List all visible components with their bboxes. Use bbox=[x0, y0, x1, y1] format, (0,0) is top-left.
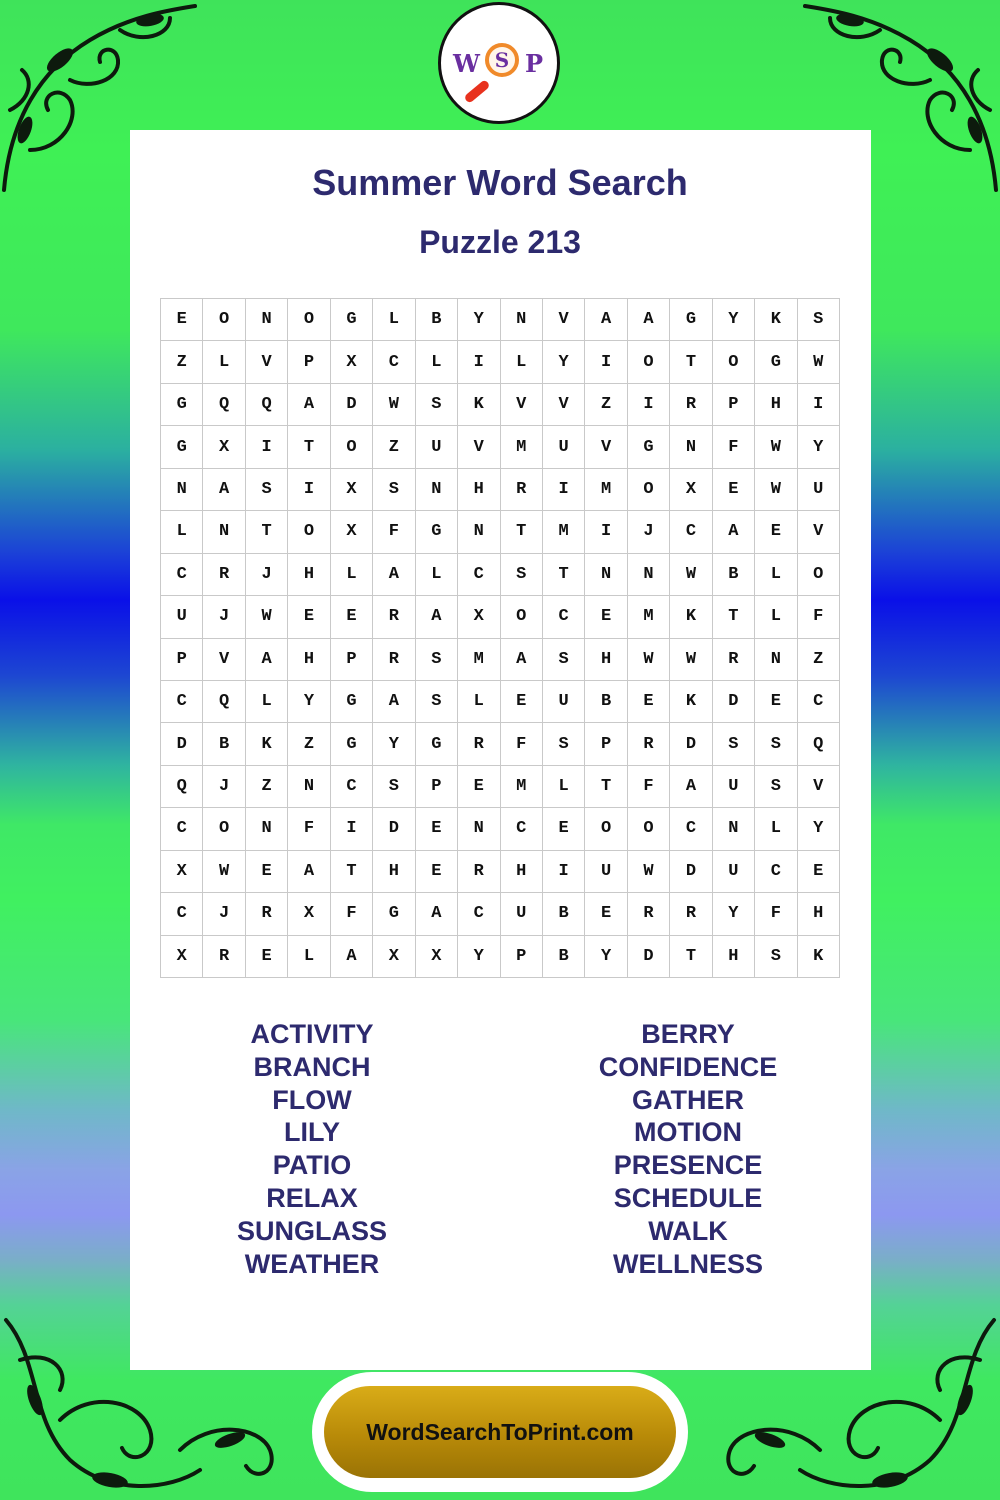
grid-cell[interactable]: V bbox=[798, 766, 840, 808]
word-item: BRANCH bbox=[253, 1051, 371, 1082]
grid-cell[interactable]: L bbox=[416, 341, 458, 383]
grid-cell[interactable]: P bbox=[288, 341, 330, 383]
grid-cell[interactable]: S bbox=[755, 723, 797, 765]
word-item: ACTIVITY bbox=[250, 1019, 374, 1049]
grid-cell[interactable]: T bbox=[713, 596, 755, 638]
grid-cell[interactable]: E bbox=[585, 596, 627, 638]
grid-cell[interactable]: Y bbox=[585, 936, 627, 978]
grid-cell[interactable]: D bbox=[670, 851, 712, 893]
grid-cell[interactable]: P bbox=[585, 723, 627, 765]
grid-cell[interactable]: V bbox=[246, 341, 288, 383]
grid-cell[interactable]: V bbox=[203, 639, 245, 681]
grid-cell[interactable]: Y bbox=[713, 299, 755, 341]
grid-cell[interactable]: J bbox=[203, 596, 245, 638]
grid-cell[interactable]: E bbox=[416, 851, 458, 893]
grid-cell[interactable]: W bbox=[755, 469, 797, 511]
grid-cell[interactable]: G bbox=[416, 511, 458, 553]
grid-cell[interactable]: L bbox=[203, 341, 245, 383]
grid-cell[interactable]: L bbox=[373, 299, 415, 341]
grid-cell[interactable]: S bbox=[501, 554, 543, 596]
grid-cell[interactable]: R bbox=[713, 639, 755, 681]
grid-cell[interactable]: G bbox=[755, 341, 797, 383]
grid-cell[interactable]: L bbox=[501, 341, 543, 383]
grid-cell[interactable]: E bbox=[501, 681, 543, 723]
page-title: Summer Word Search bbox=[312, 162, 688, 203]
website-label: WordSearchToPrint.com bbox=[366, 1418, 634, 1445]
grid-cell[interactable]: E bbox=[161, 299, 203, 341]
grid-cell[interactable]: T bbox=[543, 554, 585, 596]
grid-cell[interactable]: A bbox=[501, 639, 543, 681]
grid-cell[interactable]: L bbox=[755, 554, 797, 596]
grid-cell[interactable]: F bbox=[501, 723, 543, 765]
grid-cell[interactable]: I bbox=[543, 851, 585, 893]
grid-cell[interactable]: X bbox=[288, 893, 330, 935]
grid-cell[interactable]: P bbox=[713, 384, 755, 426]
grid-cell[interactable]: C bbox=[670, 808, 712, 850]
grid-cell[interactable]: Y bbox=[373, 723, 415, 765]
grid-cell[interactable]: H bbox=[458, 469, 500, 511]
grid-cell[interactable]: K bbox=[246, 723, 288, 765]
grid-cell[interactable]: A bbox=[416, 893, 458, 935]
word-item: RELAX bbox=[266, 1182, 358, 1213]
grid-cell[interactable]: Z bbox=[798, 639, 840, 681]
grid-cell[interactable]: V bbox=[585, 426, 627, 468]
grid-cell[interactable]: C bbox=[161, 681, 203, 723]
word-item: FLOW bbox=[272, 1084, 352, 1115]
grid-cell[interactable]: Q bbox=[203, 681, 245, 723]
grid-cell[interactable]: H bbox=[288, 639, 330, 681]
grid-cell[interactable]: U bbox=[416, 426, 458, 468]
grid-cell[interactable]: S bbox=[543, 723, 585, 765]
grid-cell[interactable]: O bbox=[585, 808, 627, 850]
grid-cell[interactable]: Y bbox=[458, 936, 500, 978]
grid-cell[interactable]: R bbox=[501, 469, 543, 511]
grid-cell[interactable]: N bbox=[161, 469, 203, 511]
grid-cell[interactable]: Z bbox=[246, 766, 288, 808]
word-item: CONFIDENCE bbox=[598, 1051, 778, 1082]
grid-cell[interactable]: R bbox=[373, 639, 415, 681]
grid-cell[interactable]: M bbox=[543, 511, 585, 553]
grid-cell[interactable]: Y bbox=[543, 341, 585, 383]
grid-cell[interactable]: G bbox=[670, 299, 712, 341]
grid-cell[interactable]: S bbox=[373, 469, 415, 511]
grid-cell[interactable]: A bbox=[288, 851, 330, 893]
grid-cell[interactable]: S bbox=[755, 766, 797, 808]
grid-cell[interactable]: F bbox=[288, 808, 330, 850]
grid-cell[interactable]: G bbox=[628, 426, 670, 468]
grid-cell[interactable]: U bbox=[798, 469, 840, 511]
grid-cell[interactable]: C bbox=[798, 681, 840, 723]
grid-cell[interactable]: K bbox=[798, 936, 840, 978]
grid-cell[interactable]: X bbox=[416, 936, 458, 978]
grid-cell[interactable]: D bbox=[331, 384, 373, 426]
grid-cell[interactable]: S bbox=[798, 299, 840, 341]
grid-cell[interactable]: F bbox=[628, 766, 670, 808]
grid-cell[interactable]: A bbox=[246, 639, 288, 681]
grid-cell[interactable]: X bbox=[161, 936, 203, 978]
grid-cell[interactable]: C bbox=[670, 511, 712, 553]
grid-cell[interactable]: B bbox=[543, 893, 585, 935]
word-list-left bbox=[162, 1018, 462, 1280]
grid-cell[interactable]: O bbox=[203, 808, 245, 850]
word-item: WELLNESS bbox=[612, 1248, 763, 1279]
grid-cell[interactable]: L bbox=[755, 808, 797, 850]
word-item: GATHER bbox=[632, 1084, 744, 1115]
grid-cell[interactable]: P bbox=[161, 639, 203, 681]
grid-cell[interactable]: N bbox=[585, 554, 627, 596]
logo-letter-s: S bbox=[494, 48, 510, 72]
grid-cell[interactable]: L bbox=[331, 554, 373, 596]
grid-cell[interactable]: E bbox=[288, 596, 330, 638]
grid-cell[interactable]: I bbox=[543, 469, 585, 511]
grid-cell[interactable]: T bbox=[331, 851, 373, 893]
grid-cell[interactable]: G bbox=[373, 893, 415, 935]
grid-cell[interactable]: I bbox=[585, 341, 627, 383]
grid-cell[interactable]: N bbox=[288, 766, 330, 808]
grid-cell[interactable]: A bbox=[670, 766, 712, 808]
grid-cell[interactable]: E bbox=[628, 681, 670, 723]
grid-cell[interactable]: Q bbox=[203, 384, 245, 426]
grid-cell[interactable]: E bbox=[246, 851, 288, 893]
grid-cell[interactable]: N bbox=[670, 426, 712, 468]
grid-cell[interactable]: S bbox=[416, 639, 458, 681]
grid-cell[interactable]: H bbox=[713, 936, 755, 978]
grid-cell[interactable]: J bbox=[203, 893, 245, 935]
grid-cell[interactable]: R bbox=[670, 893, 712, 935]
grid-cell[interactable]: Y bbox=[713, 893, 755, 935]
grid-cell[interactable]: R bbox=[458, 851, 500, 893]
word-item: PRESENCE bbox=[613, 1150, 763, 1181]
grid-cell[interactable]: X bbox=[331, 341, 373, 383]
grid-cell[interactable]: Y bbox=[288, 681, 330, 723]
grid-cell[interactable]: C bbox=[373, 341, 415, 383]
grid-cell[interactable]: X bbox=[161, 851, 203, 893]
grid-cell[interactable]: H bbox=[798, 893, 840, 935]
grid-cell[interactable]: O bbox=[203, 299, 245, 341]
grid-cell[interactable]: M bbox=[501, 766, 543, 808]
magnifier-handle bbox=[463, 79, 490, 104]
grid-cell[interactable]: U bbox=[543, 681, 585, 723]
grid-cell[interactable]: K bbox=[670, 681, 712, 723]
grid-cell[interactable]: P bbox=[501, 936, 543, 978]
grid-cell[interactable]: E bbox=[755, 511, 797, 553]
grid-cell[interactable]: W bbox=[628, 851, 670, 893]
grid-cell[interactable]: U bbox=[161, 596, 203, 638]
grid-cell[interactable]: Q bbox=[161, 766, 203, 808]
logo-letter-w: W bbox=[453, 49, 480, 78]
grid-cell[interactable]: S bbox=[755, 936, 797, 978]
grid-cell[interactable]: F bbox=[373, 511, 415, 553]
grid-cell[interactable]: L bbox=[246, 681, 288, 723]
grid-cell[interactable]: D bbox=[628, 936, 670, 978]
grid-cell[interactable]: I bbox=[628, 384, 670, 426]
grid-cell[interactable]: R bbox=[203, 936, 245, 978]
grid-cell[interactable]: K bbox=[755, 299, 797, 341]
grid-cell[interactable]: E bbox=[416, 808, 458, 850]
grid-cell[interactable]: Z bbox=[373, 426, 415, 468]
grid-cell[interactable]: N bbox=[628, 554, 670, 596]
grid-cell[interactable]: I bbox=[798, 384, 840, 426]
grid-cell[interactable]: E bbox=[246, 936, 288, 978]
grid-cell[interactable]: O bbox=[713, 341, 755, 383]
word-item: PATIO bbox=[272, 1150, 352, 1181]
grid-cell[interactable]: N bbox=[458, 808, 500, 850]
grid-cell[interactable]: R bbox=[628, 893, 670, 935]
grid-cell[interactable]: W bbox=[203, 851, 245, 893]
grid-cell[interactable]: S bbox=[416, 681, 458, 723]
grid-cell[interactable]: S bbox=[416, 384, 458, 426]
grid-cell[interactable]: S bbox=[543, 639, 585, 681]
grid-cell[interactable]: X bbox=[203, 426, 245, 468]
grid-cell[interactable]: B bbox=[203, 723, 245, 765]
grid-cell[interactable]: N bbox=[203, 511, 245, 553]
grid-cell[interactable]: F bbox=[713, 426, 755, 468]
grid-cell[interactable]: Y bbox=[798, 808, 840, 850]
grid-cell[interactable]: V bbox=[543, 384, 585, 426]
grid-cell[interactable]: A bbox=[713, 511, 755, 553]
grid-cell[interactable]: T bbox=[288, 426, 330, 468]
grid-cell[interactable]: R bbox=[373, 596, 415, 638]
grid-cell[interactable]: B bbox=[416, 299, 458, 341]
grid-cell[interactable]: X bbox=[458, 596, 500, 638]
grid-cell[interactable]: W bbox=[755, 426, 797, 468]
grid-cell[interactable]: C bbox=[458, 893, 500, 935]
grid-cell[interactable]: U bbox=[713, 851, 755, 893]
grid-cell[interactable]: F bbox=[798, 596, 840, 638]
grid-cell[interactable]: O bbox=[628, 341, 670, 383]
grid-cell[interactable]: U bbox=[543, 426, 585, 468]
grid-cell[interactable]: D bbox=[373, 808, 415, 850]
grid-cell[interactable]: V bbox=[543, 299, 585, 341]
wsp-logo[interactable] bbox=[438, 2, 560, 124]
grid-cell[interactable]: A bbox=[331, 936, 373, 978]
word-item: SCHEDULE bbox=[613, 1182, 763, 1213]
website-button[interactable] bbox=[324, 1386, 676, 1478]
grid-cell[interactable]: W bbox=[670, 639, 712, 681]
grid-cell[interactable]: E bbox=[458, 766, 500, 808]
grid-cell[interactable]: A bbox=[585, 299, 627, 341]
grid-cell[interactable]: M bbox=[585, 469, 627, 511]
grid-cell[interactable]: A bbox=[416, 596, 458, 638]
grid-cell[interactable]: C bbox=[755, 851, 797, 893]
grid-cell[interactable]: A bbox=[373, 554, 415, 596]
grid-cell[interactable]: E bbox=[543, 808, 585, 850]
word-item: MOTION bbox=[634, 1117, 742, 1148]
grid-cell[interactable]: E bbox=[331, 596, 373, 638]
grid-cell[interactable]: O bbox=[288, 511, 330, 553]
grid-cell[interactable]: E bbox=[798, 851, 840, 893]
grid-cell[interactable]: N bbox=[246, 808, 288, 850]
grid-cell[interactable]: R bbox=[203, 554, 245, 596]
grid-cell[interactable]: N bbox=[713, 808, 755, 850]
grid-cell[interactable]: H bbox=[288, 554, 330, 596]
grid-cell[interactable]: H bbox=[501, 851, 543, 893]
grid-cell[interactable]: C bbox=[161, 554, 203, 596]
grid-cell[interactable]: X bbox=[331, 469, 373, 511]
grid-cell[interactable]: P bbox=[331, 639, 373, 681]
grid-cell[interactable]: E bbox=[713, 469, 755, 511]
grid-cell[interactable]: T bbox=[670, 936, 712, 978]
grid-cell[interactable]: C bbox=[458, 554, 500, 596]
grid-cell[interactable]: R bbox=[458, 723, 500, 765]
grid-cell[interactable]: I bbox=[331, 808, 373, 850]
grid-cell[interactable]: F bbox=[331, 893, 373, 935]
grid-cell[interactable]: W bbox=[798, 341, 840, 383]
grid-cell[interactable]: G bbox=[331, 723, 373, 765]
grid-cell[interactable]: C bbox=[501, 808, 543, 850]
grid-cell[interactable]: L bbox=[288, 936, 330, 978]
grid-cell[interactable]: T bbox=[670, 341, 712, 383]
grid-cell[interactable]: N bbox=[458, 511, 500, 553]
grid-cell[interactable]: W bbox=[373, 384, 415, 426]
word-item: BERRY bbox=[641, 1019, 735, 1049]
word-item: WEATHER bbox=[244, 1248, 380, 1279]
grid-cell[interactable]: B bbox=[585, 681, 627, 723]
grid-cell[interactable]: V bbox=[798, 511, 840, 553]
grid-cell[interactable]: Y bbox=[798, 426, 840, 468]
grid-cell[interactable]: X bbox=[373, 936, 415, 978]
grid-cell[interactable]: X bbox=[331, 511, 373, 553]
letter-grid[interactable] bbox=[160, 298, 840, 978]
grid-cell[interactable]: N bbox=[416, 469, 458, 511]
grid-cell[interactable]: S bbox=[713, 723, 755, 765]
word-item: WALK bbox=[648, 1215, 728, 1246]
grid-cell[interactable]: Z bbox=[585, 384, 627, 426]
grid-cell[interactable]: J bbox=[628, 511, 670, 553]
grid-cell[interactable]: I bbox=[288, 469, 330, 511]
word-item: SUNGLASS bbox=[236, 1215, 388, 1246]
grid-cell[interactable]: K bbox=[458, 384, 500, 426]
grid-cell[interactable]: D bbox=[161, 723, 203, 765]
grid-cell[interactable]: L bbox=[755, 596, 797, 638]
grid-cell[interactable]: N bbox=[501, 299, 543, 341]
grid-cell[interactable]: Y bbox=[458, 299, 500, 341]
grid-cell[interactable]: B bbox=[713, 554, 755, 596]
grid-cell[interactable]: L bbox=[416, 554, 458, 596]
grid-cell[interactable]: W bbox=[670, 554, 712, 596]
grid-cell[interactable]: O bbox=[798, 554, 840, 596]
grid-cell[interactable]: I bbox=[246, 426, 288, 468]
grid-cell[interactable]: O bbox=[628, 808, 670, 850]
grid-cell[interactable]: C bbox=[161, 808, 203, 850]
footer-badge bbox=[312, 1372, 688, 1492]
grid-cell[interactable]: O bbox=[288, 299, 330, 341]
grid-cell[interactable]: L bbox=[458, 681, 500, 723]
grid-cell[interactable]: G bbox=[416, 723, 458, 765]
grid-cell[interactable]: R bbox=[628, 723, 670, 765]
grid-cell[interactable]: U bbox=[713, 766, 755, 808]
grid-cell[interactable]: O bbox=[331, 426, 373, 468]
grid-cell[interactable]: Q bbox=[246, 384, 288, 426]
grid-cell[interactable]: O bbox=[628, 469, 670, 511]
grid-cell[interactable]: G bbox=[331, 681, 373, 723]
word-list-right bbox=[538, 1018, 838, 1280]
grid-cell[interactable]: T bbox=[501, 511, 543, 553]
grid-cell[interactable]: R bbox=[670, 384, 712, 426]
grid-cell[interactable]: T bbox=[246, 511, 288, 553]
grid-cell[interactable]: S bbox=[373, 766, 415, 808]
grid-cell[interactable]: N bbox=[246, 299, 288, 341]
grid-cell[interactable]: W bbox=[628, 639, 670, 681]
grid-cell[interactable]: A bbox=[628, 299, 670, 341]
grid-cell[interactable]: N bbox=[755, 639, 797, 681]
grid-cell[interactable]: V bbox=[501, 384, 543, 426]
grid-cell[interactable]: P bbox=[416, 766, 458, 808]
grid-cell[interactable]: G bbox=[161, 426, 203, 468]
grid-cell[interactable]: U bbox=[501, 893, 543, 935]
puzzle-number: Puzzle 213 bbox=[419, 224, 581, 260]
grid-cell[interactable]: F bbox=[755, 893, 797, 935]
grid-cell[interactable]: I bbox=[458, 341, 500, 383]
grid-cell[interactable]: I bbox=[585, 511, 627, 553]
grid-cell[interactable]: G bbox=[161, 384, 203, 426]
grid-cell[interactable]: M bbox=[458, 639, 500, 681]
grid-cell[interactable]: A bbox=[373, 681, 415, 723]
grid-cell[interactable]: Q bbox=[798, 723, 840, 765]
grid-cell[interactable]: M bbox=[628, 596, 670, 638]
grid-cell[interactable]: J bbox=[203, 766, 245, 808]
grid-cell[interactable]: C bbox=[543, 596, 585, 638]
grid-cell[interactable]: O bbox=[501, 596, 543, 638]
grid-cell[interactable]: C bbox=[331, 766, 373, 808]
grid-cell[interactable]: C bbox=[161, 893, 203, 935]
grid-cell[interactable]: E bbox=[755, 681, 797, 723]
grid-cell[interactable]: X bbox=[670, 469, 712, 511]
grid-cell[interactable]: H bbox=[585, 639, 627, 681]
grid-cell[interactable]: H bbox=[755, 384, 797, 426]
grid-cell[interactable]: G bbox=[331, 299, 373, 341]
grid-cell[interactable]: U bbox=[585, 851, 627, 893]
grid-cell[interactable]: S bbox=[246, 469, 288, 511]
grid-cell[interactable]: L bbox=[543, 766, 585, 808]
grid-cell[interactable]: D bbox=[670, 723, 712, 765]
grid-cell[interactable]: A bbox=[288, 384, 330, 426]
grid-cell[interactable]: Z bbox=[161, 341, 203, 383]
grid-cell[interactable]: R bbox=[246, 893, 288, 935]
grid-cell[interactable]: T bbox=[585, 766, 627, 808]
grid-cell[interactable]: D bbox=[713, 681, 755, 723]
grid-cell[interactable]: Z bbox=[288, 723, 330, 765]
word-item: LILY bbox=[283, 1117, 341, 1148]
logo-letter-p: P bbox=[524, 49, 543, 78]
grid-cell[interactable]: E bbox=[585, 893, 627, 935]
grid-cell[interactable]: J bbox=[246, 554, 288, 596]
grid-cell[interactable]: K bbox=[670, 596, 712, 638]
grid-cell[interactable]: L bbox=[161, 511, 203, 553]
grid-cell[interactable]: H bbox=[373, 851, 415, 893]
grid-cell[interactable]: V bbox=[458, 426, 500, 468]
magnifier-icon bbox=[485, 43, 519, 77]
grid-cell[interactable]: B bbox=[543, 936, 585, 978]
grid-cell[interactable]: W bbox=[246, 596, 288, 638]
grid-cell[interactable]: M bbox=[501, 426, 543, 468]
grid-cell[interactable]: A bbox=[203, 469, 245, 511]
